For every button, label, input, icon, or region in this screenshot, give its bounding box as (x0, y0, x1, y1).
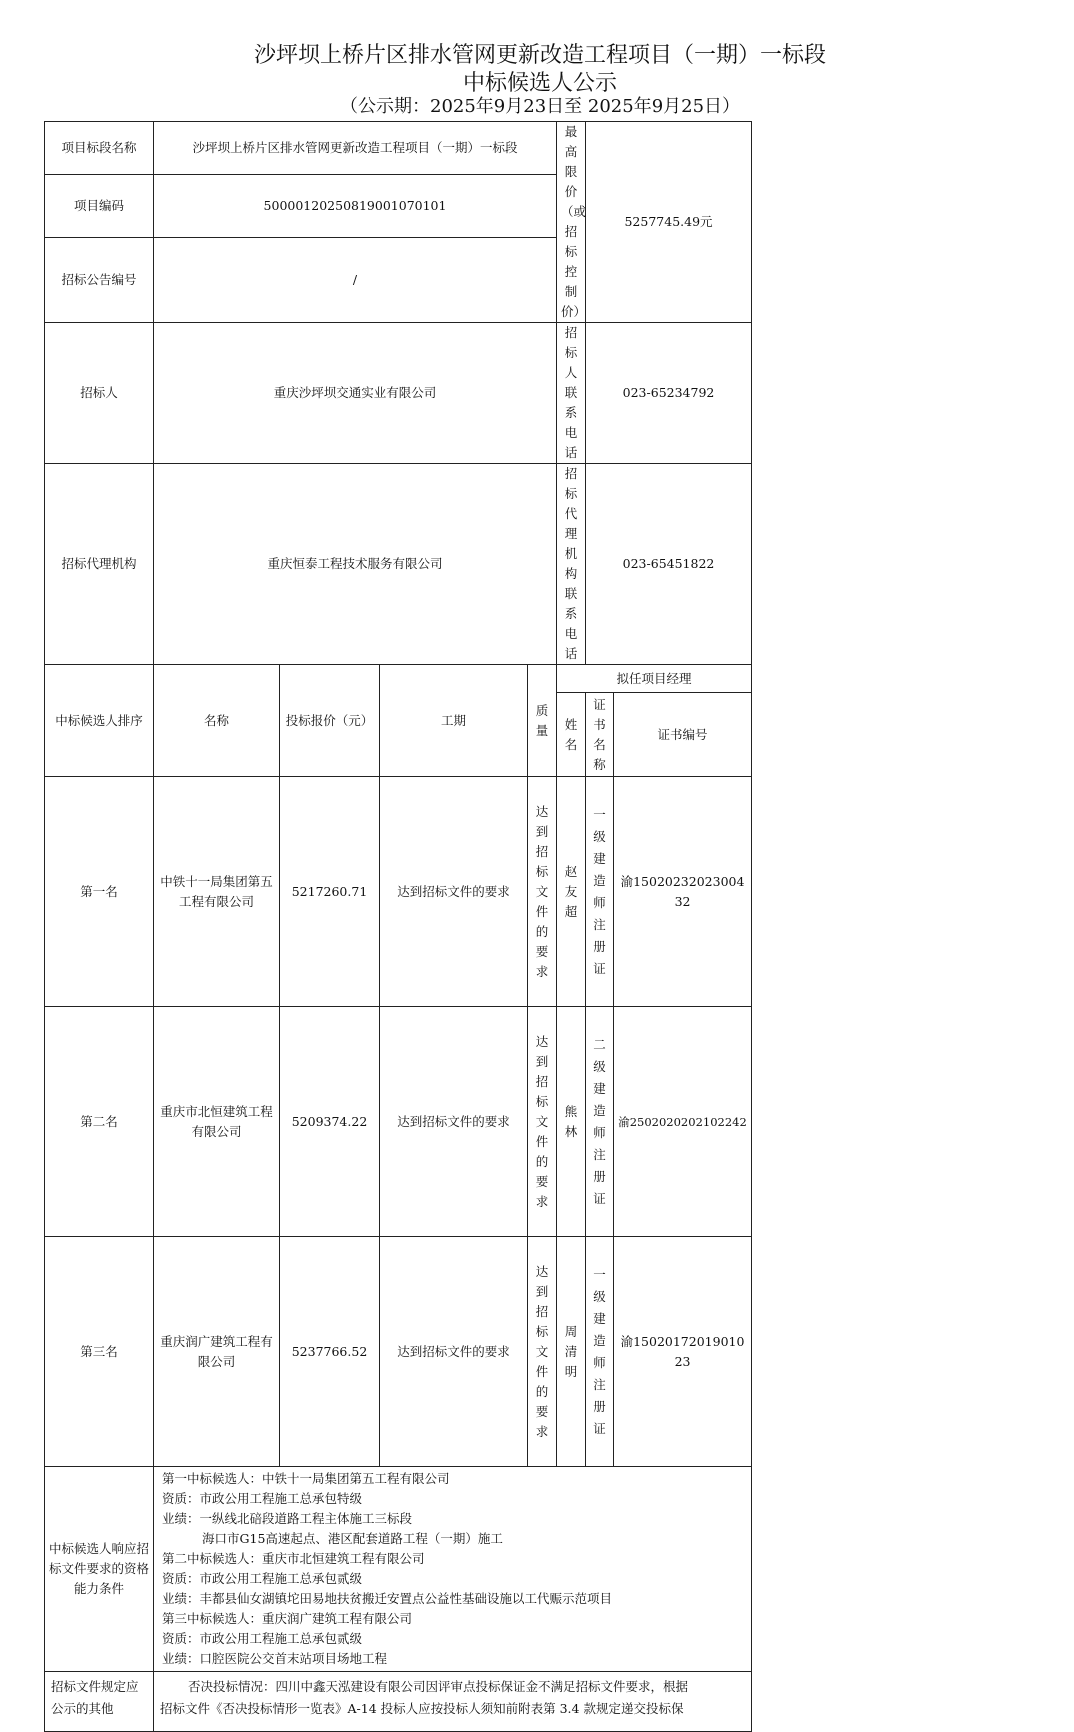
candidate-price: 5237766.52 (280, 1237, 380, 1467)
max-price: 5257745.49元 (586, 122, 752, 323)
col-quality: 质量 (528, 665, 557, 777)
project-name: 沙坪坝上桥片区排水管网更新改造工程项目（一期）一标段 (154, 122, 557, 175)
candidate-cert-no: 渝150202320230043​2 (614, 777, 752, 1007)
qualification-line: 资质：市政公用工程施工总承包贰级 (162, 1571, 363, 1586)
agency-label: 招标代理机构 (45, 464, 154, 665)
candidate-pm: 熊林 (557, 1007, 586, 1237)
project-name-label: 项目标段名称 (45, 122, 154, 175)
tenderer-phone-label: 招标人联系电话 (557, 323, 586, 464)
candidate-cert: 二级建造师注册证 (586, 1007, 614, 1237)
publicity-period: （公示期：2025年9月23日至 2025年9月25日） (340, 96, 741, 117)
col-rank: 中标候选人排序 (45, 665, 154, 777)
col-cert-no: 证书编号 (614, 693, 752, 777)
candidate-period: 达到招标文件的要求 (380, 777, 528, 1007)
qualification-line: 业绩：一纵线北碚段道路工程主体施工三标段 (162, 1511, 413, 1526)
page-title: 沙坪坝上桥片区排水管网更新改造工程项目（一期）一标段 (253, 43, 826, 68)
agency-phone: 023-65451822 (586, 464, 752, 665)
table-row (45, 1237, 752, 1467)
col-price: 投标报价（元） (280, 665, 380, 777)
candidate-cert: 一级建造师注册证 (586, 1237, 614, 1467)
page-subtitle: 中标候选人公示 (462, 71, 617, 96)
candidate-pm: 赵友超 (557, 777, 586, 1007)
tenderer: 重庆沙坪坝交通实业有限公司 (154, 323, 557, 464)
candidate-price: 5217260.71 (280, 777, 380, 1007)
candidate-name: 重庆市北恒建筑工程有限公司 (154, 1007, 280, 1237)
qualification-details (154, 1467, 752, 1672)
table-row (45, 1007, 752, 1237)
other-text-line: 招标文件《否决投标情形一览表》A-14 投标人应按投标人须知前附表第 3.4 款规定递交投标保 (160, 1701, 684, 1716)
project-code: 500001202508190010701​01 (154, 175, 557, 238)
col-name: 名称 (154, 665, 280, 777)
max-price-label: 最高限价（或招标控制价） (557, 122, 586, 323)
qualification-line: 海口市G15高速起点、港区配套道路工程（一期）施工 (202, 1531, 503, 1546)
other-label: 招标文件规定应公示的其他 (45, 1672, 154, 1732)
candidate-cert-no: 渝1502017201901023 (614, 1237, 752, 1467)
table-row (45, 777, 752, 1007)
candidate-price: 5209374.22 (280, 1007, 380, 1237)
other-text-line: 否决投标情况：四川中鑫天泓建设有限公司因评审点投标保证金不满足招标文件要求，根据 (188, 1679, 689, 1694)
candidate-quality: 达到招标文件的要求 (528, 777, 557, 1007)
candidate-quality: 达到招标文件的要求 (528, 1237, 557, 1467)
candidate-rank: 第三名 (45, 1237, 154, 1467)
agency-phone-label: 招标代理机构联系电话 (557, 464, 586, 665)
project-code-label: 项目编码 (45, 175, 154, 238)
notice-no-label: 招标公告编号 (45, 237, 154, 322)
qualification-line: 第一中标候选人：中铁十一局集团第五工程有限公司 (162, 1471, 450, 1486)
candidate-period: 达到招标文件的要求 (380, 1237, 528, 1467)
qualification-line: 资质：市政公用工程施工总承包特级 (162, 1491, 363, 1506)
col-period: 工期 (380, 665, 528, 777)
qualification-line: 第二中标候选人：重庆市北恒建筑工程有限公司 (162, 1551, 425, 1566)
candidate-pm: 周清明 (557, 1237, 586, 1467)
notice-no: / (154, 237, 557, 322)
qualification-label: 中标候选人响应招标文件要求的资格能力条件 (45, 1467, 154, 1672)
tenderer-label: 招标人 (45, 323, 154, 464)
tenderer-phone: 023-65234792 (586, 323, 752, 464)
candidate-quality: 达到招标文件的要求 (528, 1007, 557, 1237)
col-pm-name: 姓名 (557, 693, 586, 777)
candidate-name: 重庆润广建筑工程有限公司 (154, 1237, 280, 1467)
other-text (154, 1672, 752, 1732)
candidate-rank: 第二名 (45, 1007, 154, 1237)
qualification-line: 业绩：丰都县仙女湖镇坨田易地扶贫搬迁安置点公益性基础设施以工代赈示范项目 (162, 1591, 613, 1606)
candidate-name: 中铁十一局集团第五工程有限公司 (154, 777, 280, 1007)
col-pm-group: 拟任项目经理 (557, 665, 752, 693)
qualification-line: 第三中标候选人：重庆润广建筑工程有限公司 (162, 1611, 413, 1626)
candidate-period: 达到招标文件的要求 (380, 1007, 528, 1237)
candidate-rank: 第一名 (45, 777, 154, 1007)
candidate-table (44, 121, 752, 1732)
agency: 重庆恒泰工程技术服务有限公司 (154, 464, 557, 665)
col-cert-name: 证书名称 (586, 693, 614, 777)
candidate-cert: 一级建造师注册证 (586, 777, 614, 1007)
qualification-line: 资质：市政公用工程施工总承包贰级 (162, 1631, 363, 1646)
candidate-cert-no: 渝2502020202102242 (614, 1007, 752, 1237)
qualification-line: 业绩：口腔医院公交首末站项目场地工程 (162, 1651, 388, 1666)
